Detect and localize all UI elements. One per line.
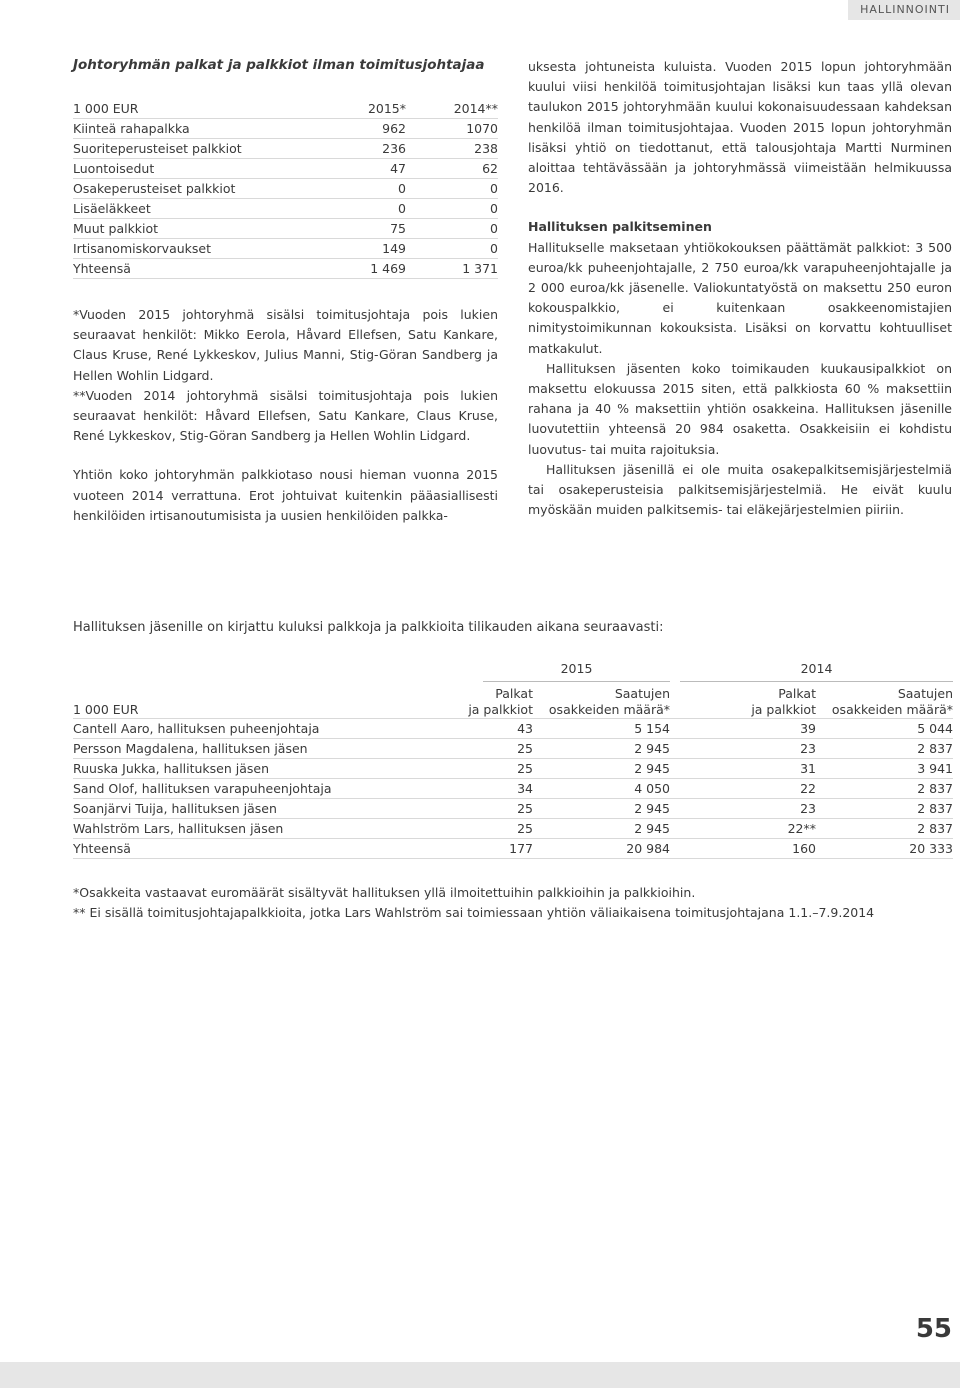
shares-2015: 4 050: [533, 779, 670, 799]
salary-2014: 23: [670, 739, 816, 759]
shares-2014: 5 044: [816, 719, 953, 739]
header-shares-line1: Saatujen: [614, 686, 670, 701]
table-row: [73, 779, 953, 799]
salary-2014: 23: [670, 799, 816, 819]
shares-2014: 2 837: [816, 779, 953, 799]
body-paragraph: Hallitukselle maksetaan yhtiökokouksen päättämät palkkiot: 3 500 euroa/kk puheenjohtajalle, 2 750 euroa/kk varapuheenjohtajalle ja 2 000 euroa/kk jäsenelle. Valiokuntatyöstä on maksettu 250 euron kokouspalkkio, ei kuitenkaan osakkeenomistajien nimitystoimikunnan kokouksista. Lisäksi on korvattu kohtuulliset matkakulut.: [528, 239, 952, 356]
shares-2014: 2 837: [816, 799, 953, 819]
member-name: Ruuska Jukka, hallituksen jäsen: [73, 759, 373, 779]
salary-2015: 25: [373, 799, 533, 819]
value-2015: 47: [344, 159, 406, 179]
salary-2014: 160: [670, 839, 816, 859]
salary-2015: 25: [373, 759, 533, 779]
value-2014: 62: [406, 159, 498, 179]
row-label: Suoriteperusteiset palkkiot: [73, 139, 344, 159]
row-label: Yhteensä: [73, 259, 344, 279]
value-2014: 0: [406, 179, 498, 199]
table-row: [73, 819, 953, 839]
board-footnotes: [73, 883, 953, 923]
footnote-ceo-fees: ** Ei sisällä toimitusjohtajapalkkioita, jotka Lars Wahlström sai toimiessaan yhtiön väliaikaisena toimitusjohtajana 1.1.–7.9.2014: [73, 905, 875, 920]
board-pay-table: [73, 661, 953, 859]
year-header-row: [73, 661, 953, 682]
header-salary-line2: ja palkkiot: [751, 702, 816, 717]
shares-2015: 2 945: [533, 739, 670, 759]
row-label: Osakeperusteiset palkkiot: [73, 179, 344, 199]
row-label: Kiinteä rahapalkka: [73, 119, 344, 139]
header-salary-line1: Palkat: [495, 686, 533, 701]
member-name: Soanjärvi Tuija, hallituksen jäsen: [73, 799, 373, 819]
salary-2014: 31: [670, 759, 816, 779]
row-label: Irtisanomiskorvaukset: [73, 239, 344, 259]
value-2015: 0: [344, 179, 406, 199]
table-row: [73, 159, 498, 179]
row-label: Muut palkkiot: [73, 219, 344, 239]
value-2014: 1070: [406, 119, 498, 139]
value-2015: 149: [344, 239, 406, 259]
header-salary-2015: [373, 682, 533, 719]
salary-2015: 43: [373, 719, 533, 739]
footnote-shares: *Osakkeita vastaavat euromäärät sisältyvät hallituksen yllä ilmoitettuihin palkkioihin ja palkkioihin.: [73, 885, 696, 900]
shares-2014: 20 333: [816, 839, 953, 859]
salary-2015: 25: [373, 819, 533, 839]
header-shares-2014: [816, 682, 953, 719]
row-label: Lisäeläkkeet: [73, 199, 344, 219]
footnote-2014: **Vuoden 2014 johtoryhmä sisälsi toimitusjohtaja pois lukien seuraavat henkilöt: Håvard Ellefsen, Satu Kankare, Claus Kruse, René Lykkeskov, Stig-Göran Sandberg ja Hellen Wohlin Lidgard.: [73, 387, 498, 444]
header-shares-line1: Saatujen: [897, 686, 953, 701]
shares-2014: 2 837: [816, 819, 953, 839]
row-label: Luontoisedut: [73, 159, 344, 179]
header-2015: 2015*: [344, 99, 406, 119]
page-number: 55: [915, 1314, 952, 1344]
header-shares-line2: osakkeiden määrä*: [831, 702, 953, 717]
body-paragraph: Hallituksen jäsenillä ei ole muita osakepalkitsemisjärjestelmiä tai osakeperusteisia palkitsemisjärjestelmiä. He eivät kuulu myöskään muiden palkitsemis- tai eläkejärjestelmien piiriin.: [528, 461, 952, 518]
salary-2015: 177: [373, 839, 533, 859]
salary-2014: 39: [670, 719, 816, 739]
salary-2015: 25: [373, 739, 533, 759]
member-name: Sand Olof, hallituksen varapuheenjohtaja: [73, 779, 373, 799]
column-header-row: [73, 682, 953, 719]
header-salary-line1: Palkat: [778, 686, 816, 701]
member-name: Wahlström Lars, hallituksen jäsen: [73, 819, 373, 839]
header-shares-line2: osakkeiden määrä*: [548, 702, 670, 717]
value-2015: 236: [344, 139, 406, 159]
table-row: [73, 199, 498, 219]
value-2015: 962: [344, 119, 406, 139]
shares-2014: 3 941: [816, 759, 953, 779]
body-paragraph: Hallituksen jäsenten koko toimikauden kuukausipalkkiot on maksettu elokuussa 2015 siten, että palkkiosta 60 % maksettiin rahana ja 40 % maksettiin yhtiön osakkeina. Hallituksen jäsenille luovutettiin yhteensä 20 984 osaketta. Osakkeisiin ei kohdistu luovutus- tai muita rajoituksia.: [528, 360, 952, 457]
table-row: [73, 139, 498, 159]
salary-2014: 22: [670, 779, 816, 799]
shares-2015: 20 984: [533, 839, 670, 859]
table-row: [73, 219, 498, 239]
value-2014: 0: [406, 239, 498, 259]
value-2015: 1 469: [344, 259, 406, 279]
management-pay-table: [73, 99, 498, 279]
year-2014-heading: 2014: [680, 661, 953, 682]
table-row: [73, 239, 498, 259]
management-table-title: Johtoryhmän palkat ja palkkiot ilman toimitusjohtajaa: [73, 57, 485, 73]
value-2015: 75: [344, 219, 406, 239]
value-2014: 0: [406, 199, 498, 219]
value-2014: 1 371: [406, 259, 498, 279]
header-2014: 2014**: [406, 99, 498, 119]
value-2014: 0: [406, 219, 498, 239]
salary-2014: 22**: [670, 819, 816, 839]
table-row: [73, 179, 498, 199]
shares-2015: 5 154: [533, 719, 670, 739]
header-salary-line2: ja palkkiot: [468, 702, 533, 717]
table-row: [73, 119, 498, 139]
shares-2015: 2 945: [533, 819, 670, 839]
table-row: [73, 799, 953, 819]
total-label: Yhteensä: [73, 839, 373, 859]
table-row: [73, 719, 953, 739]
table-total-row: [73, 259, 498, 279]
header-unit: 1 000 EUR: [73, 99, 344, 119]
right-column: [528, 57, 952, 520]
member-name: Cantell Aaro, hallituksen puheenjohtaja: [73, 719, 373, 739]
member-name: Persson Magdalena, hallituksen jäsen: [73, 739, 373, 759]
header-unit: 1 000 EUR: [73, 682, 373, 719]
left-column: [73, 57, 498, 526]
shares-2014: 2 837: [816, 739, 953, 759]
value-2015: 0: [344, 199, 406, 219]
table-row: [73, 739, 953, 759]
footnote-2015: *Vuoden 2015 johtoryhmä sisälsi toimitusjohtaja pois lukien seuraavat henkilöt: Mikko Eerola, Håvard Ellefsen, Satu Kankare, Claus Kruse, René Lykkeskov, Julius Manni, Stig-Göran Sandberg ja Hellen Wohlin Lidgard.: [73, 307, 498, 383]
body-paragraph: uksesta johtuneista kuluista. Vuoden 2015 lopun johtoryhmään kuului viisi henkilöä toimitusjohtajan lisäksi kun taas yllä olevan taulukon 2015 johtoryhmään kuului kokonaisuudessaan kahdeksan henkilöä ilman toimitusjohtajaa. Vuoden 2015 lopun johtoryhmän lisäksi yhtiö on tiedottanut, että talousjohtaja Martti Nurminen aloittaa tehtävässään ja johtoryhmässä viimeistään helmikuussa 2016.: [528, 59, 952, 196]
section-label: HALLINNOINTI: [848, 0, 960, 20]
salary-2015: 34: [373, 779, 533, 799]
shares-2015: 2 945: [533, 759, 670, 779]
header-salary-2014: [670, 682, 816, 719]
footer-bar: [0, 1362, 960, 1388]
section-heading: Hallituksen palkitseminen: [528, 219, 712, 235]
body-paragraph: Yhtiön koko johtoryhmän palkkiotaso nousi hieman vuonna 2015 vuoteen 2014 verrattuna. Erot johtuivat kuitenkin pääasiallisesti henkilöiden irtisanoutumisista ja uusien henkilöiden palkka-: [73, 467, 498, 523]
board-table-wrap: [73, 661, 953, 859]
value-2014: 238: [406, 139, 498, 159]
header-shares-2015: [533, 682, 670, 719]
board-table-intro: Hallituksen jäsenille on kirjattu kuluksi palkkoja ja palkkioita tilikauden aikana seuraavasti:: [73, 620, 664, 635]
table-header-row: [73, 99, 498, 119]
shares-2015: 2 945: [533, 799, 670, 819]
table-row: [73, 759, 953, 779]
table-total-row: [73, 839, 953, 859]
year-2015-heading: 2015: [483, 661, 670, 682]
